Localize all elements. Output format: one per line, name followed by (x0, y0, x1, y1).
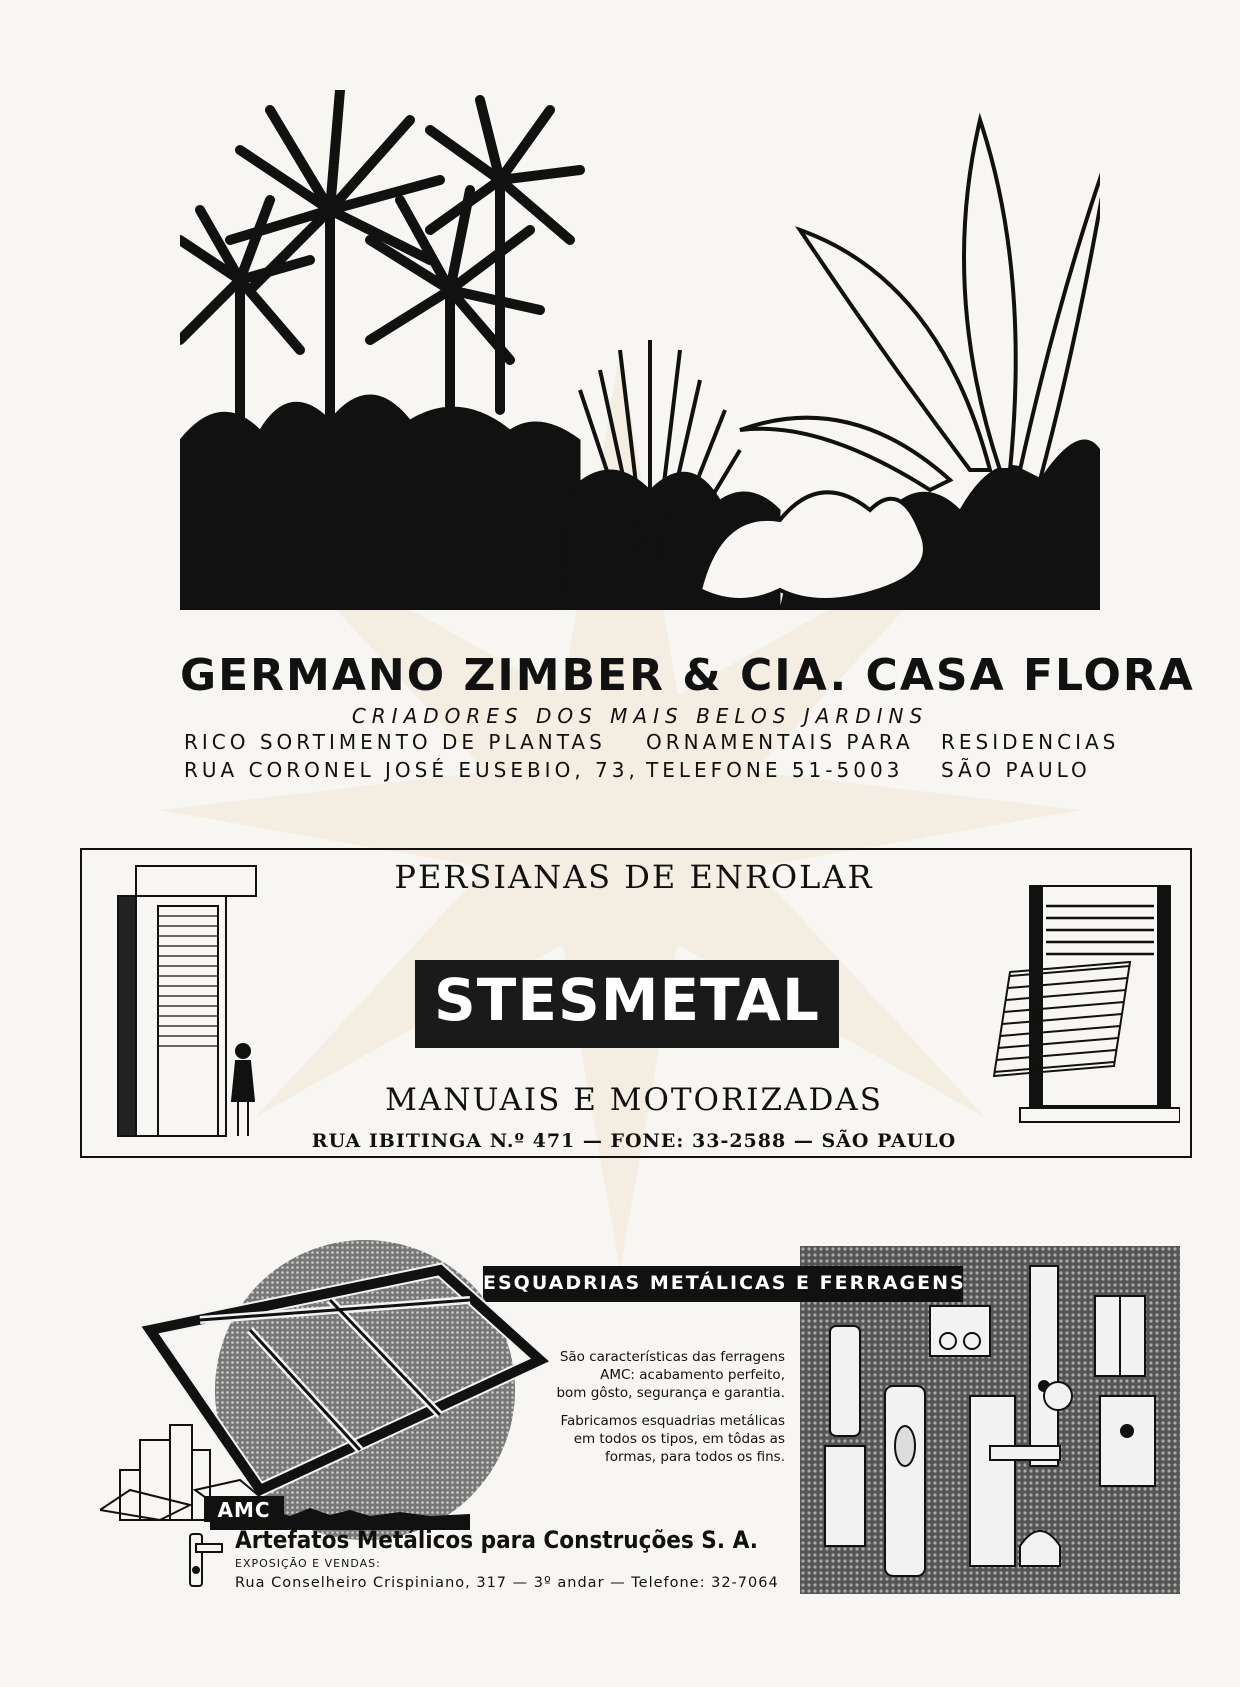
flora-line2-address: RUA CORONEL JOSÉ EUSEBIO, 73, (184, 758, 639, 782)
amc-para1-line3: bom gôsto, segurança e garantia. (556, 1385, 785, 1401)
flora-line1-part3: RESIDENCIAS (941, 730, 1120, 754)
amc-para2-line1: Fabricamos esquadrias metálicas (560, 1413, 785, 1429)
casa-flora-title: GERMANO ZIMBER & CIA. CASA FLORA (180, 650, 1195, 701)
amc-logo: AMC (217, 1498, 271, 1522)
city-skyline-illustration (100, 1420, 470, 1530)
amc-paragraph-1 (515, 1348, 785, 1402)
amc-company-name: Artefatos Metálicos para Construções S. A. (235, 1526, 758, 1554)
flora-line2-city: SÃO PAULO (941, 758, 1091, 782)
amc-para1-line2: AMC: acabamento perfeito, (600, 1367, 785, 1383)
amc-banner: ESQUADRIAS METÁLICAS E FERRAGENS (483, 1272, 966, 1294)
amc-exposition-label: EXPOSIÇÃO E VENDAS: (235, 1557, 381, 1570)
door-handle-icon (186, 1530, 224, 1590)
flora-line1-part2: ORNAMENTAIS PARA (646, 730, 914, 754)
tropical-garden-illustration (180, 90, 1100, 610)
amc-para2-line3: formas, para todos os fins. (605, 1449, 785, 1465)
amc-para2-line2: em todos os tipos, em tôdas as (573, 1431, 785, 1447)
amc-paragraph-2 (515, 1412, 785, 1466)
stesmetal-brand: STESMETAL (434, 966, 820, 1034)
stesmetal-address: RUA IBITINGA N.º 471 — FONE: 33-2588 — SÃO PAULO (311, 1130, 957, 1152)
casa-flora-tagline: CRIADORES DOS MAIS BELOS JARDINS (351, 704, 929, 728)
flora-line1-part1: RICO SORTIMENTO DE PLANTAS (184, 730, 606, 754)
flora-line2-phone: TELEFONE 51-5003 (646, 758, 904, 782)
amc-para1-line1: São características das ferragens (559, 1349, 785, 1365)
stesmetal-top-text: PERSIANAS DE ENROLAR (394, 858, 874, 896)
amc-address: Rua Conselheiro Crispiniano, 317 — 3º andar — Telefone: 32-7064 (235, 1575, 779, 1591)
stesmetal-subtitle: MANUAIS E MOTORIZADAS (385, 1082, 883, 1118)
